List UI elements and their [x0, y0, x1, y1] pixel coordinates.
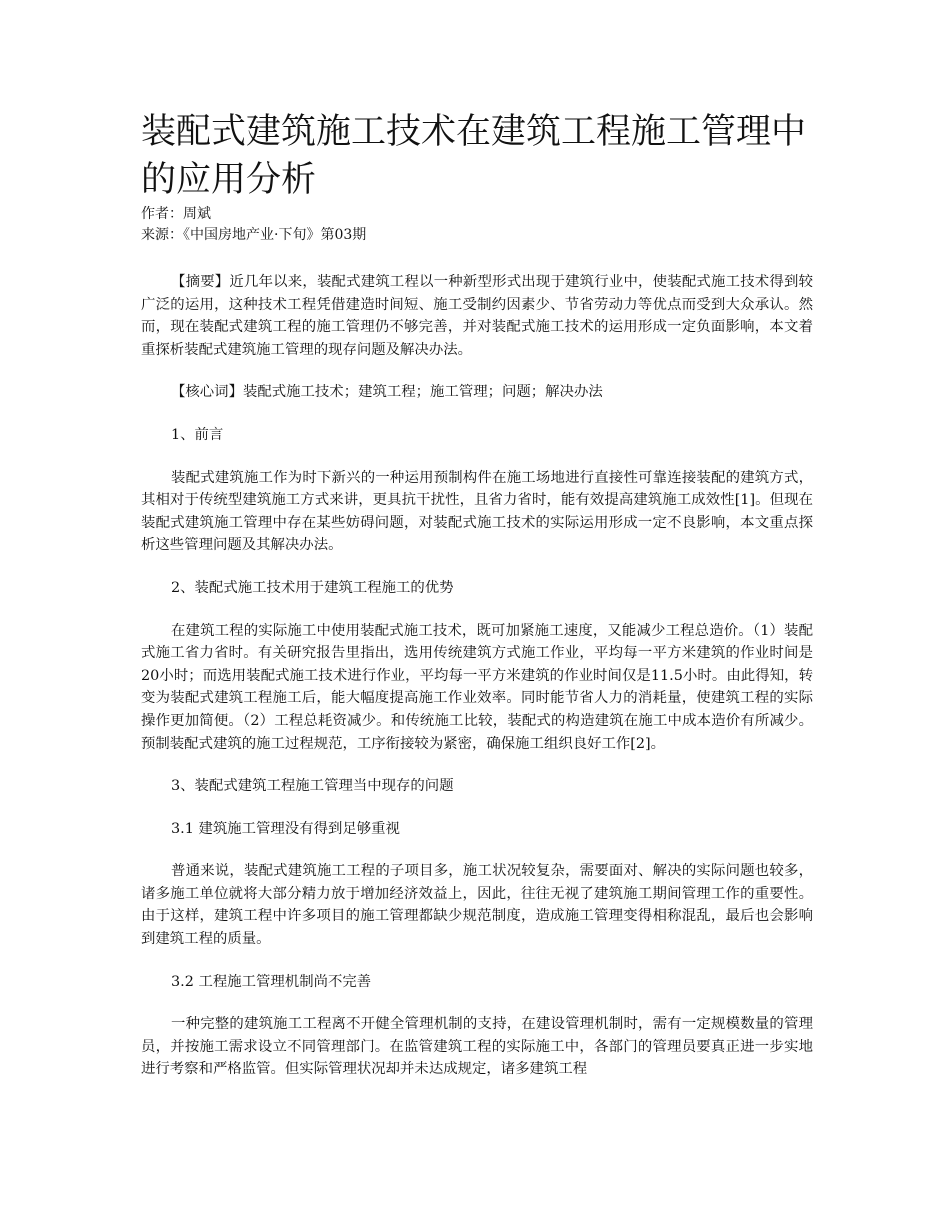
- section-heading: 3、装配式建筑工程施工管理当中现存的问题: [171, 778, 454, 795]
- section-heading: 2、装配式施工技术用于建筑工程施工的优势: [171, 579, 454, 596]
- abstract-paragraph: 【摘要】近几年以来，装配式建筑工程以一种新型形式出现于建筑行业中，使装配式施工技术得到较广泛的运用，这种技术工程凭借建造时间短、施工受制约因素少、节省劳动力等优点而受到大众承认。然而，现在装配式建筑工程的施工管理仍不够完善，并对装配式施工技术的运用形成一定负面影响，本文着重探析装配式建筑施工管理的现存问题及解决办法。: [141, 274, 813, 358]
- subsection-heading: 3.2 工程施工管理机制尚不完善: [171, 973, 372, 990]
- author-line: 作者：周斌: [141, 206, 211, 222]
- body-paragraph: 一种完整的建筑施工工程离不开健全管理机制的支持，在建设管理机制时，需有一定规模数量的管理员，并按施工需求设立不同管理部门。在监管建筑工程的实际施工中，各部门的管理员要真正进一步实地进行考察和严格监管。但实际管理状况却并未达成规定，诸多建筑工程: [141, 1016, 813, 1078]
- keywords-line: 【核心词】装配式施工技术；建筑工程；施工管理；问题；解决办法: [171, 384, 603, 401]
- body-paragraph: 在建筑工程的实际施工中使用装配式施工技术，既可加紧施工速度，又能减少工程总造价。（1）装配式施工省力省时。有关研究报告里指出，选用传统建筑方式施工作业，平均每一平方米建筑的作业时间是20小时；而选用装配式施工技术进行作业，平均每一平方米建筑的作业时间仅是11.5小时。由此得知，转变为装配式建筑工程施工后，能大幅度提高施工作业效率。同时能节省人力的消耗量，使建筑工程的实际操作更加简便。（2）工程总耗资减少。和传统施工比较，装配式的构造建筑在施工中成本造价有所减少。预制装配式建筑的施工过程规范，工序衔接较为紧密，确保施工组织良好工作[2]。: [141, 622, 813, 752]
- body-paragraph: 普通来说，装配式建筑施工工程的子项目多，施工状况较复杂，需要面对、解决的实际问题也较多，诸多施工单位就将大部分精力放于增加经济效益上，因此，往往无视了建筑施工期间管理工作的重要性。由于这样，建筑工程中许多项目的施工管理都缺少规范制度，造成施工管理变得相称混乱，最后也会影响到建筑工程的质量。: [141, 863, 813, 948]
- article-title: 装配式建筑施工技术在建筑工程施工管理中的应用分析: [141, 112, 807, 200]
- section-heading: 1、前言: [171, 426, 224, 443]
- subsection-heading: 3.1 建筑施工管理没有得到足够重视: [171, 820, 400, 837]
- body-paragraph: 装配式建筑施工作为时下新兴的一种运用预制构件在施工场地进行直接性可靠连接装配的建筑方式，其相对于传统型建筑施工方式来讲，更具抗干扰性，且省力省时，能有效提高建筑施工成效性[1]。但现在装配式建筑施工管理中存在某些妨碍问题，对装配式施工技术的实际运用形成一定不良影响，本文重点探析这些管理问题及其解决办法。: [141, 469, 813, 554]
- source-line: 来源：《中国房地产业·下旬》第03期: [141, 227, 367, 243]
- document-page: [141, 108, 813, 1081]
